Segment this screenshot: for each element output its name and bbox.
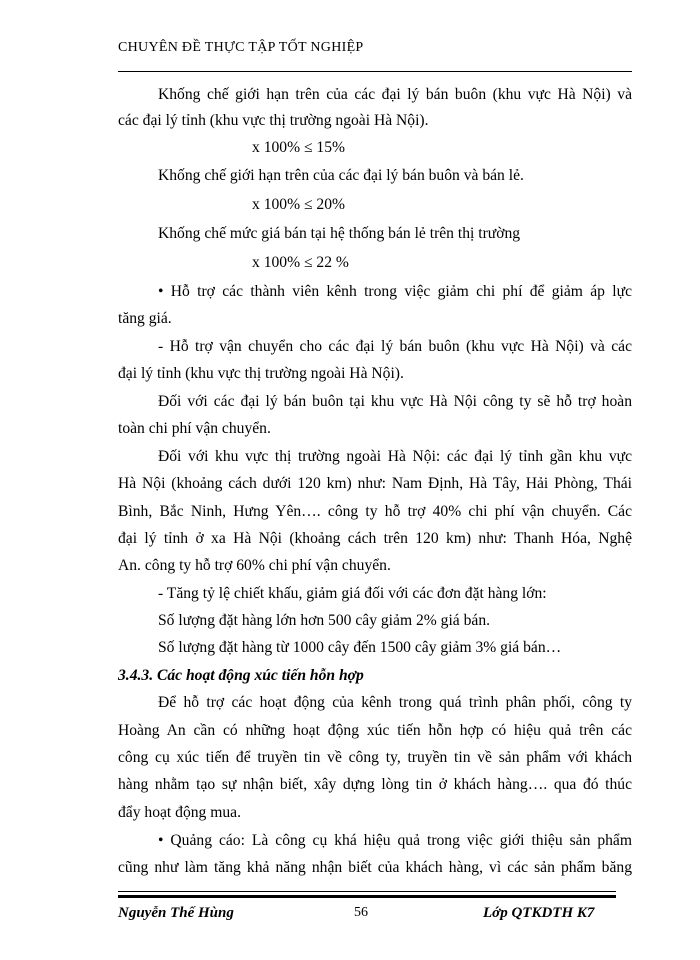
paragraph-line: đại lý tỉnh ở xa Hà Nội (khoảng cách trên 120 km) như: Thanh Hóa, Nghệ xyxy=(118,530,632,547)
bullet-line: • Hỗ trợ các thành viên kênh trong việc giảm chi phí để giảm áp lực xyxy=(158,283,632,300)
paragraph-line: cũng như làm tăng khả năng nhận biết của khách hàng, vì các sản phẩm băng xyxy=(118,859,632,876)
page-header-title: CHUYÊN ĐỀ THỰC TẬP TỐT NGHIỆP xyxy=(118,40,364,55)
paragraph-line: Khống chế mức giá bán tại hệ thống bán lẻ trên thị trường xyxy=(158,225,521,242)
footer-divider-thick xyxy=(118,895,616,898)
paragraph-line: An. công ty hỗ trợ 60% chi phí vận chuyển. xyxy=(118,557,391,574)
paragraph-line: Hà Nội (khoảng cách dưới 120 km) như: Nam Định, Hà Tây, Hải Phòng, Thái xyxy=(118,475,632,492)
paragraph-line: Số lượng đặt hàng lớn hơn 500 cây giảm 2% giá bán. xyxy=(158,612,491,629)
paragraph-line: đẩy hoạt động mua. xyxy=(118,804,241,821)
footer-author: Nguyễn Thế Hùng xyxy=(118,905,234,921)
paragraph-line: đại lý tỉnh (khu vực thị trường ngoài Hà Nội). xyxy=(118,365,404,382)
bullet-line: • Quảng cáo: Là công cụ khá hiệu quả trong việc giới thiệu sản phẩm xyxy=(158,832,632,849)
formula-line: x 100% ≤ 20% xyxy=(252,196,346,213)
paragraph-line: Để hỗ trợ các hoạt động của kênh trong quá trình phân phối, công ty xyxy=(158,694,632,711)
paragraph-line: - Hỗ trợ vận chuyển cho các đại lý bán buôn (khu vực Hà Nội) và các xyxy=(158,338,632,355)
paragraph-line: Đối với các đại lý bán buôn tại khu vực Hà Nội công ty sẽ hỗ trợ hoàn xyxy=(158,393,632,410)
paragraph-line: tăng giá. xyxy=(118,310,172,327)
paragraph-line: Khống chế giới hạn trên của các đại lý bán buôn và bán lẻ. xyxy=(158,167,524,184)
formula-line: x 100% ≤ 15% xyxy=(252,139,346,156)
paragraph-line: - Tăng tỷ lệ chiết khấu, giảm giá đối với các đơn đặt hàng lớn: xyxy=(158,585,547,602)
header-divider xyxy=(118,71,632,72)
paragraph-line: Số lượng đặt hàng từ 1000 cây đến 1500 cây giảm 3% giá bán… xyxy=(158,639,562,656)
page-number: 56 xyxy=(354,905,368,920)
formula-line: x 100% ≤ 22 % xyxy=(252,254,349,271)
paragraph-line: công cụ xúc tiến để truyền tin về công ty, truyền tin về sản phẩm với khách xyxy=(118,749,632,766)
paragraph-line: Đối với khu vực thị trường ngoài Hà Nội: các đại lý tỉnh gần khu vực xyxy=(158,448,632,465)
footer-class: Lớp QTKDTH K7 xyxy=(483,905,595,921)
footer-divider-thin xyxy=(118,891,616,892)
paragraph-line: Khống chế giới hạn trên của các đại lý bán buôn (khu vực Hà Nội) và xyxy=(158,86,632,103)
paragraph-line: các đại lý tỉnh (khu vực thị trường ngoài Hà Nội). xyxy=(118,112,429,129)
section-heading: 3.4.3. Các hoạt động xúc tiến hỗn hợp xyxy=(118,667,364,684)
paragraph-line: hàng nhằm tạo sự nhận biết, xây dựng lòng tin ở khách hàng…. qua đó thúc xyxy=(118,776,632,793)
paragraph-line: Bình, Bắc Ninh, Hưng Yên…. công ty hỗ trợ 40% chi phí vận chuyển. Các xyxy=(118,503,632,520)
paragraph-line: toàn chi phí vận chuyển. xyxy=(118,420,271,437)
paragraph-line: Hoàng An cần có những hoạt động xúc tiến hỗn hợp có hiệu quả trên các xyxy=(118,722,632,739)
